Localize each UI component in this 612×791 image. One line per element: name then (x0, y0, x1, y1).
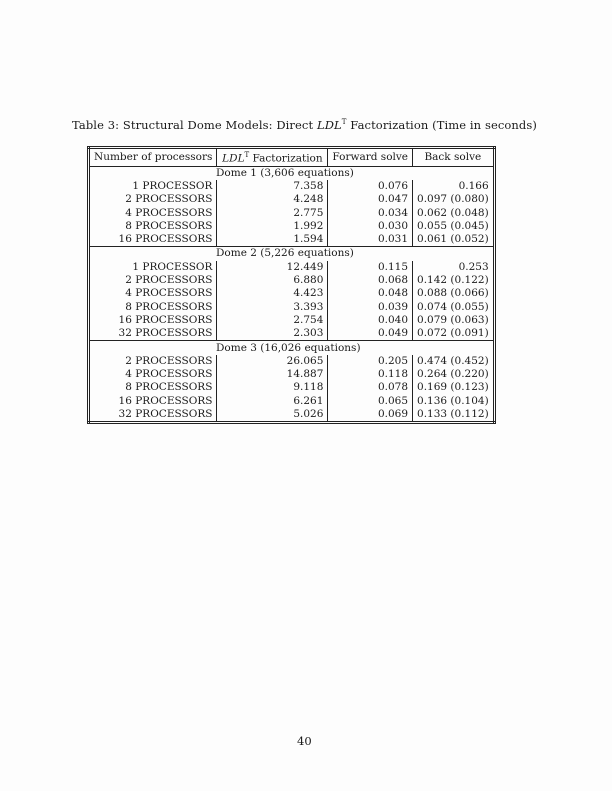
factorization-time-cell: 1.594 (217, 233, 328, 247)
caption-suffix: Factorization (Time in seconds) (346, 118, 537, 132)
back-solve-time-cell: 0.169 (0.123) (417, 381, 489, 394)
back-solve-time-cell: 0.136 (0.104) (417, 394, 489, 407)
forward-solve-time-cell: 0.048 (328, 287, 413, 300)
processors-cell: 4 PROCESSORS (89, 206, 217, 219)
forward-solve-time-cell: 0.030 (328, 220, 413, 233)
factorization-time-cell: 5.026 (217, 408, 328, 423)
group-header-row (89, 341, 495, 355)
group-label: Dome 1 (3,606 equations) (216, 166, 354, 179)
factorization-time-cell: 2.775 (217, 206, 328, 219)
processors-cell: 2 PROCESSORS (89, 274, 217, 287)
forward-solve-time-cell: 0.069 (328, 408, 413, 423)
processors-cell: 8 PROCESSORS (89, 381, 217, 394)
factorization-time-cell: 7.358 (217, 180, 328, 193)
table-row (89, 233, 495, 247)
processors-cell: 1 PROCESSOR (89, 180, 217, 193)
factorization-time-cell: 26.065 (217, 355, 328, 368)
table-row (89, 220, 495, 233)
forward-solve-time-cell: 0.047 (328, 193, 413, 206)
back-solve-time-cell: 0.253 (458, 260, 489, 273)
processors-cell: 32 PROCESSORS (89, 408, 217, 423)
forward-solve-time-cell: 0.118 (328, 368, 413, 381)
header-back: Back solve (413, 148, 495, 167)
table-row (89, 395, 495, 408)
processors-cell: 32 PROCESSORS (89, 327, 217, 341)
forward-solve-time-cell: 0.068 (328, 274, 413, 287)
header-factorization-math: LDL (222, 152, 245, 165)
table-row (89, 314, 495, 327)
table-row (89, 206, 495, 219)
forward-solve-time-cell: 0.049 (328, 327, 413, 341)
back-solve-time-cell: 0.079 (0.063) (417, 313, 489, 326)
processors-cell: 4 PROCESSORS (89, 368, 217, 381)
table-row (89, 381, 495, 394)
back-solve-time-cell: 0.072 (0.091) (417, 327, 489, 340)
caption-prefix: Table 3: Structural Dome Models: Direct (72, 118, 317, 132)
factorization-time-cell: 4.248 (217, 193, 328, 206)
factorization-time-cell: 6.261 (217, 395, 328, 408)
group-label: Dome 2 (5,226 equations) (89, 247, 495, 261)
factorization-time-cell: 1.992 (217, 220, 328, 233)
forward-solve-time-cell: 0.034 (328, 206, 413, 219)
factorization-time-cell: 2.754 (217, 314, 328, 327)
table-row (89, 327, 495, 341)
processors-cell: 8 PROCESSORS (89, 220, 217, 233)
caption-math: LDL (316, 118, 342, 132)
forward-solve-time-cell: 0.076 (328, 180, 413, 193)
processors-cell: 16 PROCESSORS (89, 233, 217, 247)
header-processors: Number of processors (89, 148, 217, 167)
factorization-time-cell: 12.449 (217, 261, 328, 274)
group-label: Dome 3 (16,026 equations) (89, 341, 495, 355)
processors-cell: 16 PROCESSORS (89, 314, 217, 327)
table-row (89, 287, 495, 300)
back-solve-time-cell: 0.166 (458, 179, 489, 192)
back-solve-time-cell: 0.062 (0.048) (417, 206, 489, 219)
forward-solve-time-cell: 0.040 (328, 314, 413, 327)
factorization-time-cell: 6.880 (217, 274, 328, 287)
forward-solve-time-cell: 0.115 (328, 261, 413, 274)
factorization-time-cell: 4.423 (217, 287, 328, 300)
results-table (87, 146, 496, 424)
table-row (89, 355, 495, 368)
back-solve-time-cell: 0.061 (0.052) (417, 233, 489, 246)
processors-cell: 1 PROCESSOR (89, 261, 217, 274)
group-header-row (89, 247, 495, 261)
processors-cell: 2 PROCESSORS (89, 193, 217, 206)
table-row (89, 261, 495, 274)
header-forward: Forward solve (328, 148, 413, 167)
factorization-time-cell: 3.393 (217, 300, 328, 313)
back-solve-time-cell: 0.088 (0.066) (417, 287, 489, 300)
back-solve-time-cell: 0.074 (0.055) (417, 300, 489, 313)
caption-sup: T (341, 118, 347, 127)
forward-solve-time-cell: 0.031 (328, 233, 413, 247)
processors-cell: 4 PROCESSORS (89, 287, 217, 300)
back-solve-time-cell: 0.142 (0.122) (417, 274, 489, 287)
processors-cell: 16 PROCESSORS (89, 395, 217, 408)
table-row (89, 274, 495, 287)
table-caption (72, 118, 537, 132)
back-solve-time-cell: 0.264 (0.220) (417, 368, 489, 381)
factorization-time-cell: 2.303 (217, 327, 328, 341)
back-solve-time-cell: 0.133 (0.112) (417, 407, 489, 420)
back-solve-time-cell: 0.097 (0.080) (417, 193, 489, 206)
table-row (89, 408, 495, 423)
table-row (89, 368, 495, 381)
table-row (89, 193, 495, 206)
group-header-row (89, 166, 495, 180)
forward-solve-time-cell: 0.078 (328, 381, 413, 394)
page-number: 40 (297, 734, 312, 748)
forward-solve-time-cell: 0.065 (328, 395, 413, 408)
back-solve-time-cell: 0.055 (0.045) (417, 219, 489, 232)
factorization-time-cell: 14.887 (217, 368, 328, 381)
forward-solve-time-cell: 0.205 (328, 355, 413, 368)
factorization-time-cell: 9.118 (217, 381, 328, 394)
header-factorization (217, 148, 328, 167)
processors-cell: 8 PROCESSORS (89, 300, 217, 313)
processors-cell: 2 PROCESSORS (89, 355, 217, 368)
forward-solve-time-cell: 0.039 (328, 300, 413, 313)
header-factorization-sup: T (244, 151, 250, 159)
back-solve-time-cell: 0.474 (0.452) (417, 354, 489, 367)
table-row (89, 300, 495, 313)
header-row (89, 148, 495, 167)
table-row (89, 180, 495, 193)
header-factorization-text: Factorization (249, 152, 323, 165)
